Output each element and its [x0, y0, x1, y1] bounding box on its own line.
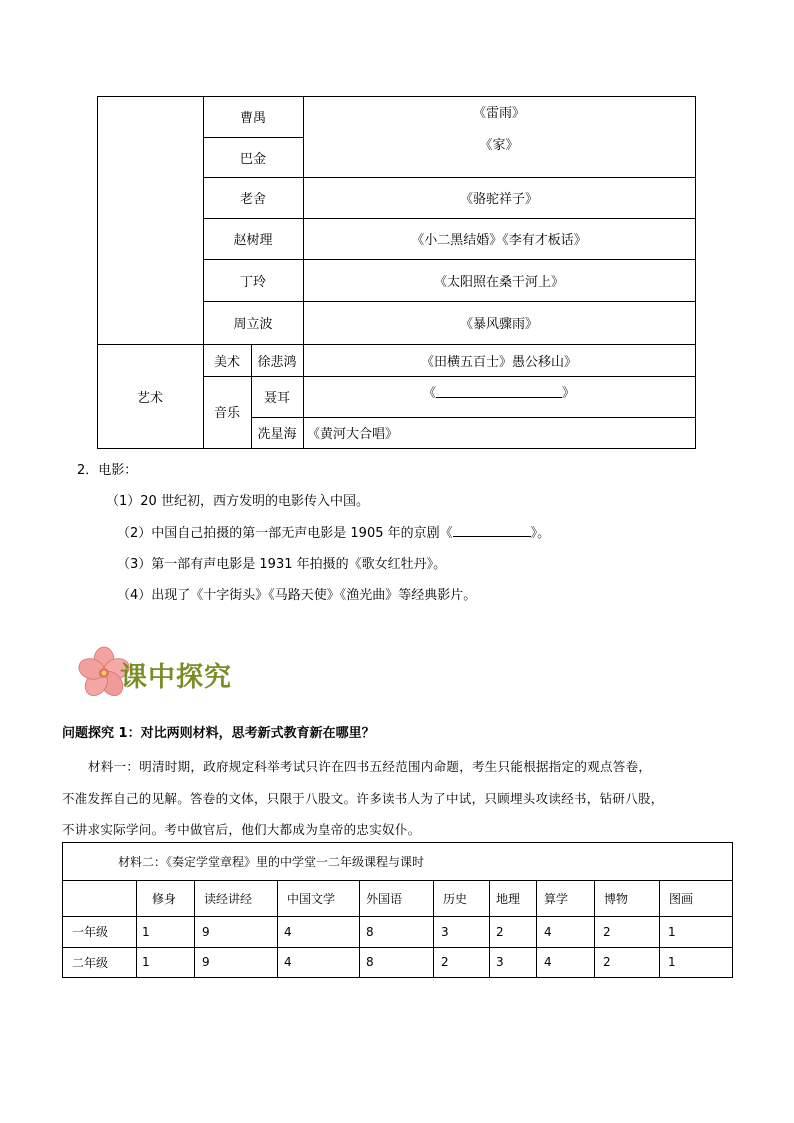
music-person-xian-xinghai: 冼星海	[257, 427, 297, 442]
work-ding-ling: 《太阳照在桑干河上》	[433, 274, 564, 290]
table-cell: 3	[496, 955, 504, 969]
table-cell: 1	[142, 955, 150, 969]
table-cell: 4	[284, 924, 292, 939]
film-item-4: （4）出现了《十字街头》《马路天使》《渔光曲》等经典影片。	[117, 588, 477, 603]
author-zhao-shuli: 赵树理	[233, 233, 273, 248]
film-item-3: （3）第一部有声电影是 1931 年拍摄的《歌女红牡丹》。	[117, 557, 447, 572]
table-caption: 材料二：《奏定学堂章程》里的中学堂一二年级课程与课时	[118, 854, 425, 869]
fine-art-person: 徐悲鸿	[257, 354, 297, 370]
material-1-line-2: 不准发挥自己的见解。答卷的文体，只限于八股文。许多读书人为了中试，只顾埋头攻读经书，钻研八股，	[62, 791, 664, 806]
table-cell: 3	[441, 924, 449, 939]
header-zhongguo-wenxue: 中国文学	[287, 891, 336, 906]
film-item-2	[117, 522, 550, 541]
film-title: 2．电影：	[77, 463, 138, 478]
work-jia: 《家》	[479, 137, 519, 153]
table-cell: 4	[544, 955, 552, 969]
film-item-1: （1）20 世纪初，西方发明的电影传入中国。	[106, 494, 369, 509]
table-cell: 2	[603, 955, 611, 969]
work-zhao-shuli: 《小二黑结婚》《李有才板话》	[411, 233, 587, 248]
music-label: 音乐	[213, 405, 240, 421]
art-label: 艺术	[136, 390, 163, 406]
film-answer-blank	[453, 524, 531, 537]
table-cell: 9	[202, 955, 210, 969]
header-bowu: 博物	[604, 891, 629, 906]
work-zhou-libo: 《暴风骤雨》	[459, 317, 538, 332]
table-cell: 1	[668, 924, 676, 939]
question-1: 问题探究 1：对比两则材料，思考新式教育新在哪里？	[62, 726, 375, 741]
material-1-line-1: 材料一：明清时期，政府规定科举考试只许在四书五经范围内命题，考生只能根据指定的观点答卷，	[88, 759, 652, 774]
table-cell: 2	[441, 955, 449, 969]
author-cao-yu: 曹禺	[239, 111, 266, 126]
row-label-grade-1: 一年级	[72, 925, 109, 939]
table-cell: 4	[544, 924, 552, 939]
header-lishi: 历史	[443, 891, 468, 906]
table-cell: 8	[366, 955, 374, 969]
header-waiguoyu: 外国语	[366, 891, 403, 906]
work-lei-yu: 《雷雨》	[472, 105, 525, 121]
film-item-2-end: 》。	[530, 526, 551, 541]
row-label-grade-2: 二年级	[72, 955, 109, 970]
header-tuhua: 图画	[669, 891, 694, 906]
music-work-blank	[303, 376, 695, 406]
header-dujing: 读经讲经	[204, 891, 253, 906]
answer-blank	[436, 385, 562, 398]
fine-art-work: 《田横五百士》愚公移山》	[420, 354, 577, 370]
table-cell: 1	[142, 924, 150, 939]
table-cell: 1	[668, 955, 676, 969]
film-item-2-text: （2）中国自己拍摄的第一部无声电影是 1905 年的京剧《	[117, 526, 453, 541]
literature-art-table	[97, 96, 696, 449]
table-cell: 2	[603, 924, 611, 939]
header-suanxue: 算学	[544, 891, 569, 906]
author-zhou-libo: 周立波	[233, 317, 273, 332]
blank-open-bracket: 《	[422, 385, 436, 401]
author-ba-jin: 巴金	[239, 151, 266, 167]
table-cell: 4	[284, 955, 292, 969]
material-1-line-3: 不讲求实际学问。考中做官后，他们大都成为皇帝的忠实奴仆。	[62, 822, 421, 837]
curriculum-table	[62, 842, 733, 978]
table-cell: 9	[202, 924, 210, 939]
table-cell: 8	[366, 924, 374, 939]
music-work-huanghe: 《黄河大合唱》	[307, 427, 399, 442]
section-heading: 课中探究	[120, 662, 232, 693]
table-cell: 2	[496, 924, 504, 939]
author-ding-ling: 丁玲	[239, 274, 266, 290]
work-luotuo-xiangzi: 《骆驼祥子》	[459, 192, 538, 207]
music-person-nie-er: 聂耳	[263, 391, 290, 406]
header-xiushen: 修身	[152, 891, 177, 906]
blank-close-bracket: 》	[562, 385, 576, 401]
header-dili: 地理	[496, 891, 521, 906]
fine-art-label: 美术	[213, 354, 240, 370]
author-lao-she: 老舍	[239, 192, 266, 207]
